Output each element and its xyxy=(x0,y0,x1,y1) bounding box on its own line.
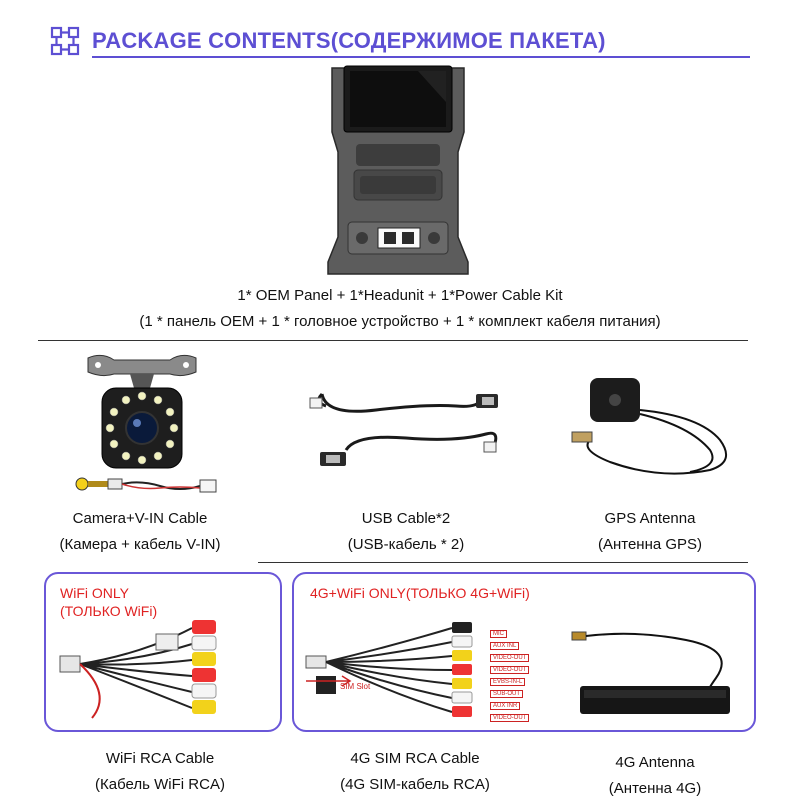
connector-tag: AUX INL xyxy=(490,642,519,650)
gps-antenna-image xyxy=(570,370,750,500)
wifi-only-label-en: WiFi ONLY xyxy=(60,585,129,601)
gps-caption xyxy=(540,506,760,558)
lte-antenna-caption xyxy=(560,750,750,802)
sim-slot-label: SIM Slot xyxy=(340,682,371,691)
gps-caption-en: GPS Antenna xyxy=(604,510,696,527)
connector-tag-list xyxy=(490,630,550,740)
usb-caption-ru: (USB-кабель * 2) xyxy=(347,536,465,553)
camera-cable-image xyxy=(70,466,230,502)
camera-caption-en: Camera+V-IN Cable xyxy=(72,510,208,527)
connector-tag: AUX INR xyxy=(490,702,520,710)
header-underline xyxy=(92,56,750,58)
package-grid-icon xyxy=(50,26,80,56)
connector-tag: VIDEO-OUT xyxy=(490,714,529,722)
lte-wifi-label: 4G+WiFi ONLY(ТОЛЬКО 4G+WiFi) xyxy=(310,585,530,601)
lte-antenna-caption-en: 4G Antenna xyxy=(615,754,695,771)
main-item-caption-ru: (1 * панель OEM + 1 * головное устройство + 1 * комплект кабеля питания) xyxy=(139,313,661,330)
page-header xyxy=(50,24,750,60)
camera-caption xyxy=(20,506,260,558)
section-divider-top xyxy=(38,340,748,341)
connector-tag: EVBS-IN-L xyxy=(490,678,525,686)
lte-antenna-image xyxy=(566,626,746,726)
gps-caption-ru: (Антенна GPS) xyxy=(597,536,703,553)
lte-wifi-box xyxy=(292,572,756,732)
usb-cable-image xyxy=(306,380,506,490)
lte-cable-caption xyxy=(290,746,540,798)
wifi-only-label-ru: (ТОЛЬКО WiFi) xyxy=(60,603,158,619)
page-title: PACKAGE CONTENTS(СОДЕРЖИМОЕ ПАКЕТА) xyxy=(92,28,606,53)
lte-cable-caption-ru: (4G SIM-кабель RCA) xyxy=(340,776,490,793)
lte-antenna-caption-ru: (Антенна 4G) xyxy=(608,780,702,797)
headunit-panel-image xyxy=(318,62,478,277)
lte-cable-caption-en: 4G SIM RCA Cable xyxy=(350,750,480,767)
wifi-rca-caption xyxy=(40,746,280,798)
wifi-only-box xyxy=(44,572,282,732)
wifi-rca-caption-ru: (Кабель WiFi RCA) xyxy=(95,776,225,793)
section-divider-middle xyxy=(258,562,748,563)
connector-tag: SUB-OUT xyxy=(490,690,523,698)
connector-tag: MIC xyxy=(490,630,507,638)
connector-tag: VIDEO-OUT xyxy=(490,654,529,662)
wifi-rca-cable-image xyxy=(52,614,272,724)
main-item-caption xyxy=(40,283,760,335)
wifi-rca-caption-en: WiFi RCA Cable xyxy=(105,750,215,767)
usb-caption xyxy=(286,506,526,558)
camera-caption-ru: (Камера + кабель V-IN) xyxy=(59,536,221,553)
connector-tag: VIDEO-OUT xyxy=(490,666,529,674)
main-item-caption-en: 1* OEM Panel + 1*Headunit + 1*Power Cable Kit xyxy=(237,287,563,304)
usb-caption-en: USB Cable*2 xyxy=(361,510,451,527)
